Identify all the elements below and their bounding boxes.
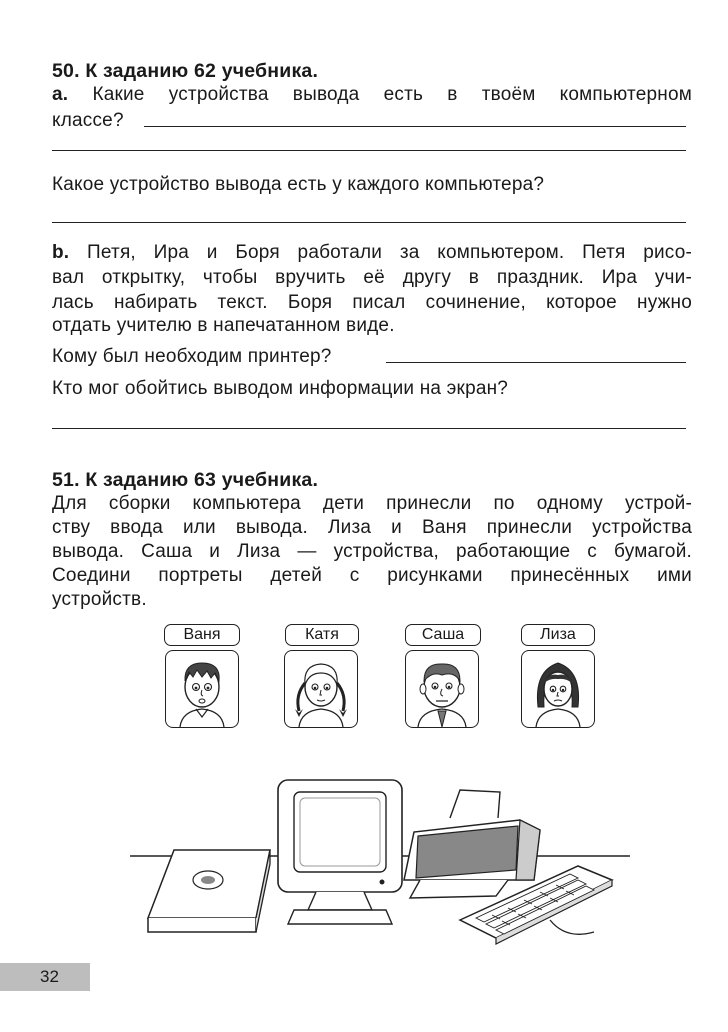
exercise-50a-line-2: классе? [52, 110, 124, 131]
printer-icon[interactable] [404, 790, 540, 898]
answer-line-5[interactable] [52, 428, 686, 429]
name-tag-liza: Лиза [521, 624, 595, 646]
answer-line-3[interactable] [52, 222, 686, 223]
name-tag-katya: Катя [285, 624, 359, 646]
b-text-line-1: Петя, Ира и Боря работали за компьютером. Петя рисо- [87, 242, 692, 263]
portrait-vanya[interactable] [165, 650, 239, 728]
portrait-katya[interactable] [284, 650, 358, 728]
page-number: 32 [40, 967, 59, 986]
answer-line-1[interactable] [144, 126, 686, 127]
ex51-line-5: устройств. [52, 589, 147, 610]
girl-dark-hair-face-icon [522, 651, 594, 727]
answer-line-2[interactable] [52, 150, 686, 151]
item-a-marker: а. [52, 84, 69, 105]
exercise-50b-line-1 [52, 240, 692, 266]
exercise-50-heading: 50. К заданию 62 учебника. [52, 60, 319, 82]
question-printer: Кому был необходим принтер? [52, 346, 332, 367]
monitor-icon[interactable] [278, 780, 402, 924]
portrait-sasha[interactable] [405, 650, 479, 728]
devices-illustration [120, 770, 640, 950]
scanner-icon[interactable] [148, 850, 270, 932]
ex51-line-1: Для сборки компьютера дети принесли по одному устрой- [52, 493, 692, 514]
boy-face-icon [166, 651, 238, 727]
exercise-51-heading: 51. К заданию 63 учебника. [52, 469, 319, 491]
b-text-line-2: вал открытку, чтобы вручить её другу в праздник. Ира учи- [52, 267, 692, 288]
boy-with-tie-face-icon [406, 651, 478, 727]
ex51-line-3: вывода. Саша и Лиза — устройства, работающие с бумагой. [52, 541, 692, 562]
portrait-liza[interactable] [521, 650, 595, 728]
name-tag-vanya: Ваня [164, 624, 240, 646]
name-tag-sasha: Саша [405, 624, 481, 646]
answer-line-4[interactable] [386, 362, 686, 363]
question-screen: Кто мог обойтись выводом информации на экран? [52, 378, 509, 399]
question-each-computer: Какое устройство вывода есть у каждого компьютера? [52, 174, 545, 195]
ex51-line-4: Соедини портреты детей с рисунками принесённых ими [52, 565, 692, 586]
question-a-text: Какие устройства вывода есть в твоём компьютерном [92, 84, 692, 105]
b-text-line-3: лась набирать текст. Боря писал сочинение, которое нужно [52, 292, 692, 313]
girl-with-braids-face-icon [285, 651, 357, 727]
item-b-marker: b. [52, 242, 70, 263]
ex51-line-2: ству ввода или вывода. Лиза и Ваня принесли устройства [52, 517, 692, 538]
b-text-line-4: отдать учителю в напечатанном виде. [52, 315, 395, 336]
exercise-50a-line-1 [52, 82, 692, 108]
